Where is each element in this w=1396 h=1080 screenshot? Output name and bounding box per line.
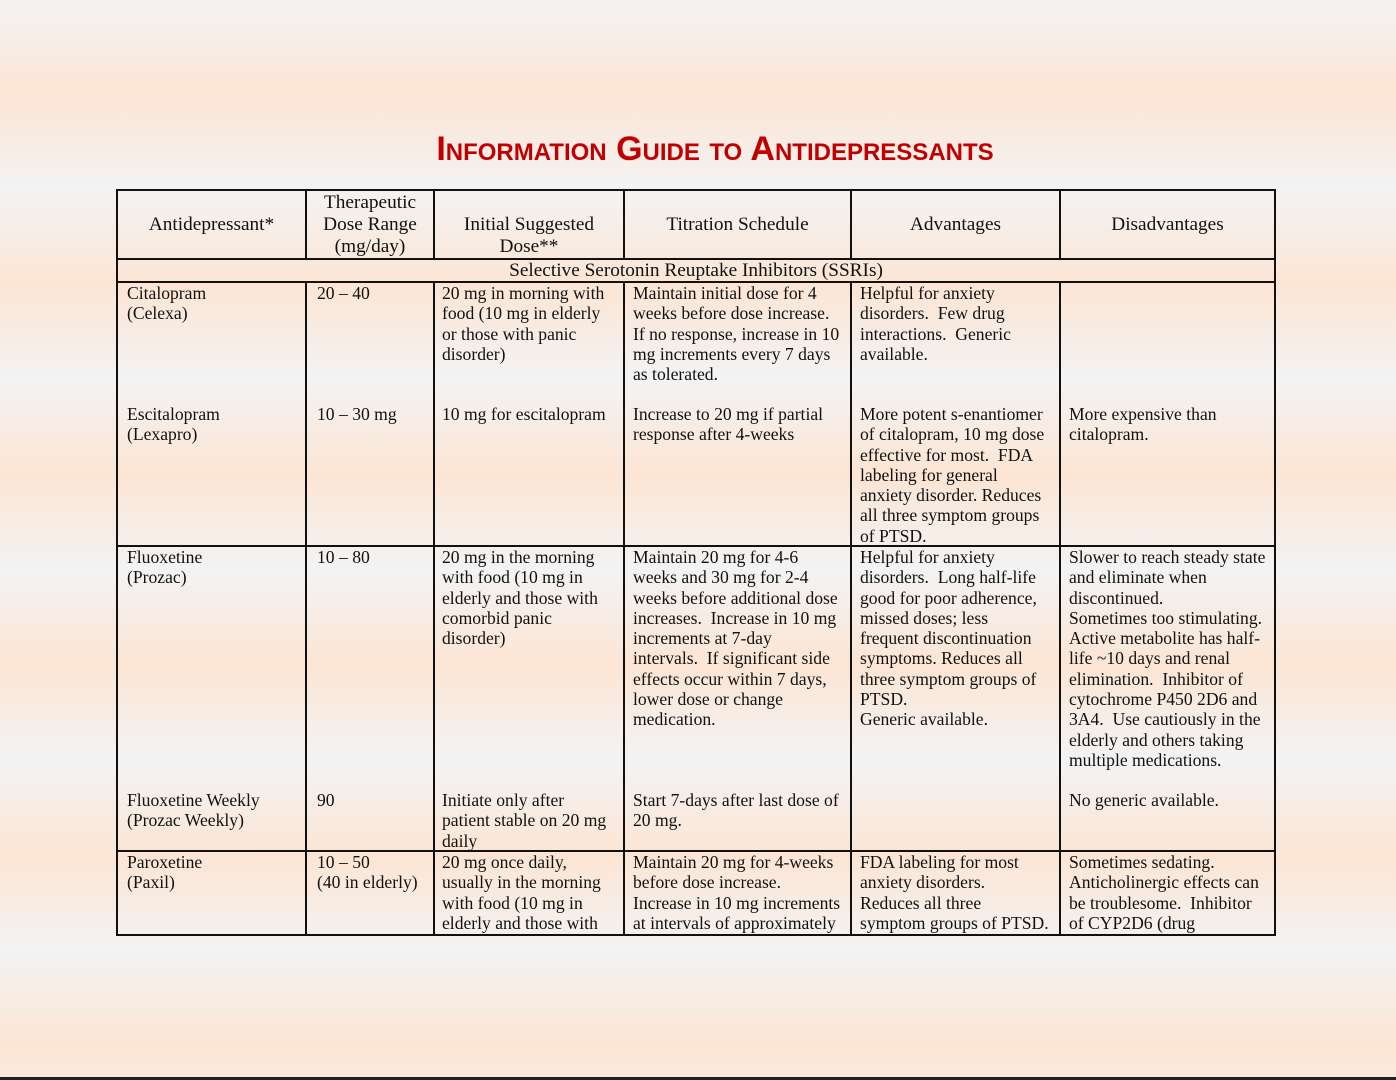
disadvantages: No generic available.: [1069, 790, 1219, 810]
drug-name: Fluoxetine (Prozac): [127, 547, 203, 588]
dose-range: 10 – 50 (40 in elderly): [317, 852, 418, 893]
drug-name: Escitalopram (Lexapro): [127, 404, 220, 445]
table-top-border: [116, 189, 1276, 191]
advantages: Helpful for anxiety disorders. Long half-life good for poor adherence, missed doses; less frequent discontinuation symptoms. Reduces all three symptom groups of PTSD. Generic available.: [860, 547, 1037, 730]
titration-schedule: Increase to 20 mg if partial response after 4-weeks: [633, 404, 824, 445]
dose-range: 10 – 80: [317, 547, 370, 567]
header-dose-range: Therapeutic Dose Range (mg/day): [323, 192, 417, 257]
column-divider: [305, 281, 307, 936]
page-title: Information Guide to Antidepressants: [436, 130, 994, 168]
column-divider: [623, 281, 625, 936]
initial-dose: 20 mg once daily, usually in the morning with food (10 mg in elderly and those with: [442, 852, 601, 933]
dose-range: 20 – 40: [317, 283, 370, 303]
advantages: More potent s-enantiomer of citalopram, 10 mg dose effective for most. FDA labeling for general anxiety disorder. Reduces all three symptom groups of PTSD.: [860, 404, 1045, 546]
drug-name: Paroxetine (Paxil): [127, 852, 203, 893]
header-titration-schedule: Titration Schedule: [666, 214, 809, 235]
section-heading-ssri: Selective Serotonin Reuptake Inhibitors (SSRIs): [509, 260, 883, 281]
drug-name: Citalopram (Celexa): [127, 283, 207, 324]
table-bottom-border: [116, 934, 1276, 936]
advantages: Helpful for anxiety disorders. Few drug interactions. Generic available.: [860, 283, 1011, 364]
column-divider: [850, 281, 852, 936]
initial-dose: 10 mg for escitalopram: [442, 404, 606, 424]
dose-range: 90: [317, 790, 335, 810]
header-disadvantages: Disadvantages: [1111, 214, 1224, 235]
titration-schedule: Maintain 20 mg for 4-6 weeks and 30 mg for 2-4 weeks before additional dose increases. Increase in 10 mg increments at 7-day intervals. If significant side effects occur within 7 days, lower dose or change medication.: [633, 547, 838, 730]
header-advantages: Advantages: [909, 214, 1002, 235]
titration-schedule: Maintain 20 mg for 4-weeks before dose increase. Increase in 10 mg increments at intervals of approximately: [633, 852, 841, 933]
dose-range: 10 – 30 mg: [317, 404, 397, 424]
advantages: FDA labeling for most anxiety disorders. Reduces all three symptom groups of PTSD.: [860, 852, 1049, 933]
initial-dose: Initiate only after patient stable on 20 mg daily: [442, 790, 607, 851]
initial-dose: 20 mg in morning with food (10 mg in elderly or those with panic disorder): [442, 283, 605, 364]
table-left-border: [116, 189, 118, 936]
drug-name: Fluoxetine Weekly (Prozac Weekly): [127, 790, 260, 831]
column-divider: [433, 281, 435, 936]
disadvantages: More expensive than citalopram.: [1069, 404, 1217, 445]
table-right-border: [1274, 189, 1276, 936]
header-antidepressant: Antidepressant*: [148, 214, 275, 235]
column-divider: [1059, 281, 1061, 936]
initial-dose: 20 mg in the morning with food (10 mg in elderly and those with comorbid panic disorder): [442, 547, 598, 649]
disadvantages: Slower to reach steady state and eliminate when discontinued. Sometimes too stimulating. Active metabolite has half- life ~10 days and renal elimination. Inhibitor of cytochrome P450 2D6 and 3A4. Use cautiously in the elderly and others taking multiple medications.: [1069, 547, 1266, 770]
header-initial-dose: Initial Suggested Dose**: [463, 214, 595, 257]
titration-schedule: Start 7-days after last dose of 20 mg.: [633, 790, 839, 831]
titration-schedule: Maintain initial dose for 4 weeks before dose increase. If no response, increase in 10 mg increments every 7 days as tolerated.: [633, 283, 840, 385]
disadvantages: Sometimes sedating. Anticholinergic effects can be troublesome. Inhibitor of CYP2D6 (drug: [1069, 852, 1259, 933]
